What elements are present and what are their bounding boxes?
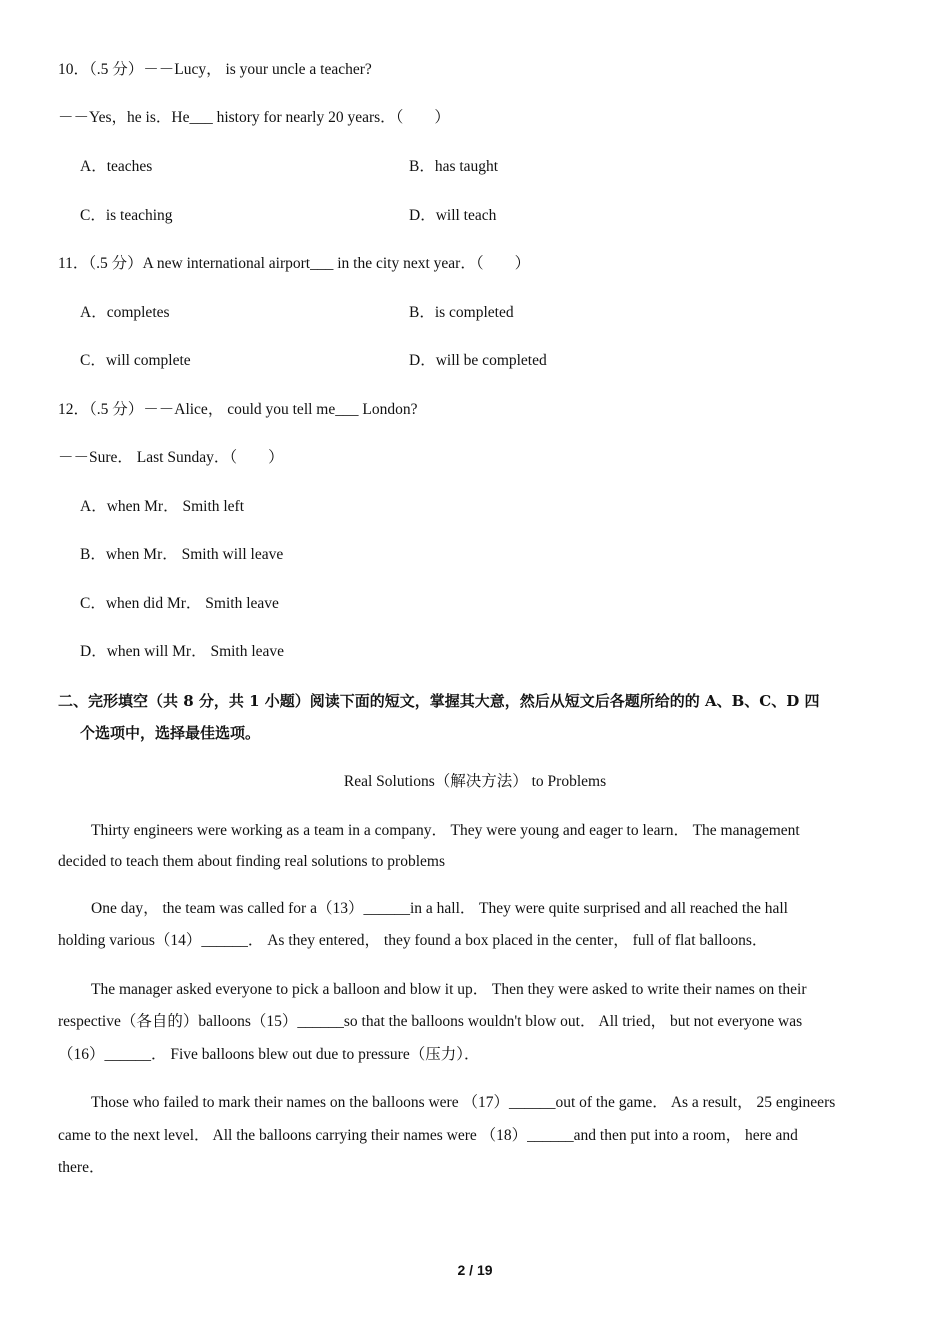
paragraph-line: Thirty engineers were working as a team in a company． They were young and eager to learn． The management bbox=[91, 822, 800, 839]
passage-title: Real Solutions（解决方法） to Problems bbox=[343, 773, 607, 790]
paragraph-line: came to the next level． All the balloons carrying their names were （18）______and then put into a room， here and bbox=[58, 1127, 798, 1144]
paragraph-line: respective（各自的）balloons（15）______so that the balloons wouldn't blow out． All tried， but not everyone was bbox=[58, 1013, 803, 1030]
q10-stem: 10．（.5 分）－－Lucy， is your uncle a teacher? bbox=[58, 61, 372, 78]
q12-stem: 12．（.5 分）－－Alice， could you tell me___ London? bbox=[58, 401, 418, 418]
q12-option-c: C．when did Mr． Smith leave bbox=[80, 595, 279, 612]
q10-line2: －－Yes，he is．He___ history for nearly 20 years．（ ） bbox=[58, 109, 450, 126]
q10-option-c: C．is teaching bbox=[80, 207, 173, 224]
q12-option-b: B．when Mr． Smith will leave bbox=[80, 546, 284, 563]
paragraph-line: Those who failed to mark their names on the balloons were （17）______out of the game． As a result， 25 engineers bbox=[91, 1094, 836, 1111]
q12-option-d: D．when will Mr． Smith leave bbox=[80, 643, 285, 660]
q11-option-a: A．completes bbox=[80, 304, 170, 321]
section-2-heading-line2: 个选项中，选择最佳选项。 bbox=[80, 724, 261, 742]
q12-line2: －－Sure． Last Sunday．（ ） bbox=[58, 449, 284, 466]
q10-option-b: B．has taught bbox=[409, 158, 499, 175]
q10-option-a: A．teaches bbox=[80, 158, 153, 175]
page-indicator: 2 / 19 bbox=[457, 1262, 493, 1278]
q11-stem: 11．（.5 分）A new international airport___ in the city next year．（ ） bbox=[58, 255, 531, 272]
paragraph-line: One day， the team was called for a（13）______in a hall． They were quite surprised and all reached the hall bbox=[91, 900, 788, 917]
paragraph-line: （16）______． Five balloons blew out due to pressure（压力）． bbox=[58, 1046, 480, 1063]
paragraph-line: holding various（14）______． As they entered， they found a box placed in the center， full of flat balloons． bbox=[58, 932, 768, 949]
q10-option-d: D．will teach bbox=[409, 207, 497, 224]
q11-option-b: B．is completed bbox=[409, 304, 514, 321]
section-2-heading-line1: 二、完形填空（共 8 分，共 1 小题）阅读下面的短文，掌握其大意，然后从短文后各题所给的的 A、B、C、D 四 bbox=[58, 692, 820, 710]
paragraph-line: there． bbox=[58, 1159, 105, 1176]
q11-option-c: C．will complete bbox=[80, 352, 191, 369]
paragraph-line: decided to teach them about finding real solutions to problems bbox=[58, 853, 445, 870]
paragraph-line: The manager asked everyone to pick a balloon and blow it up． Then they were asked to write their names on their bbox=[91, 981, 807, 998]
q12-option-a: A．when Mr． Smith left bbox=[80, 498, 245, 515]
q11-option-d: D．will be completed bbox=[409, 352, 547, 369]
